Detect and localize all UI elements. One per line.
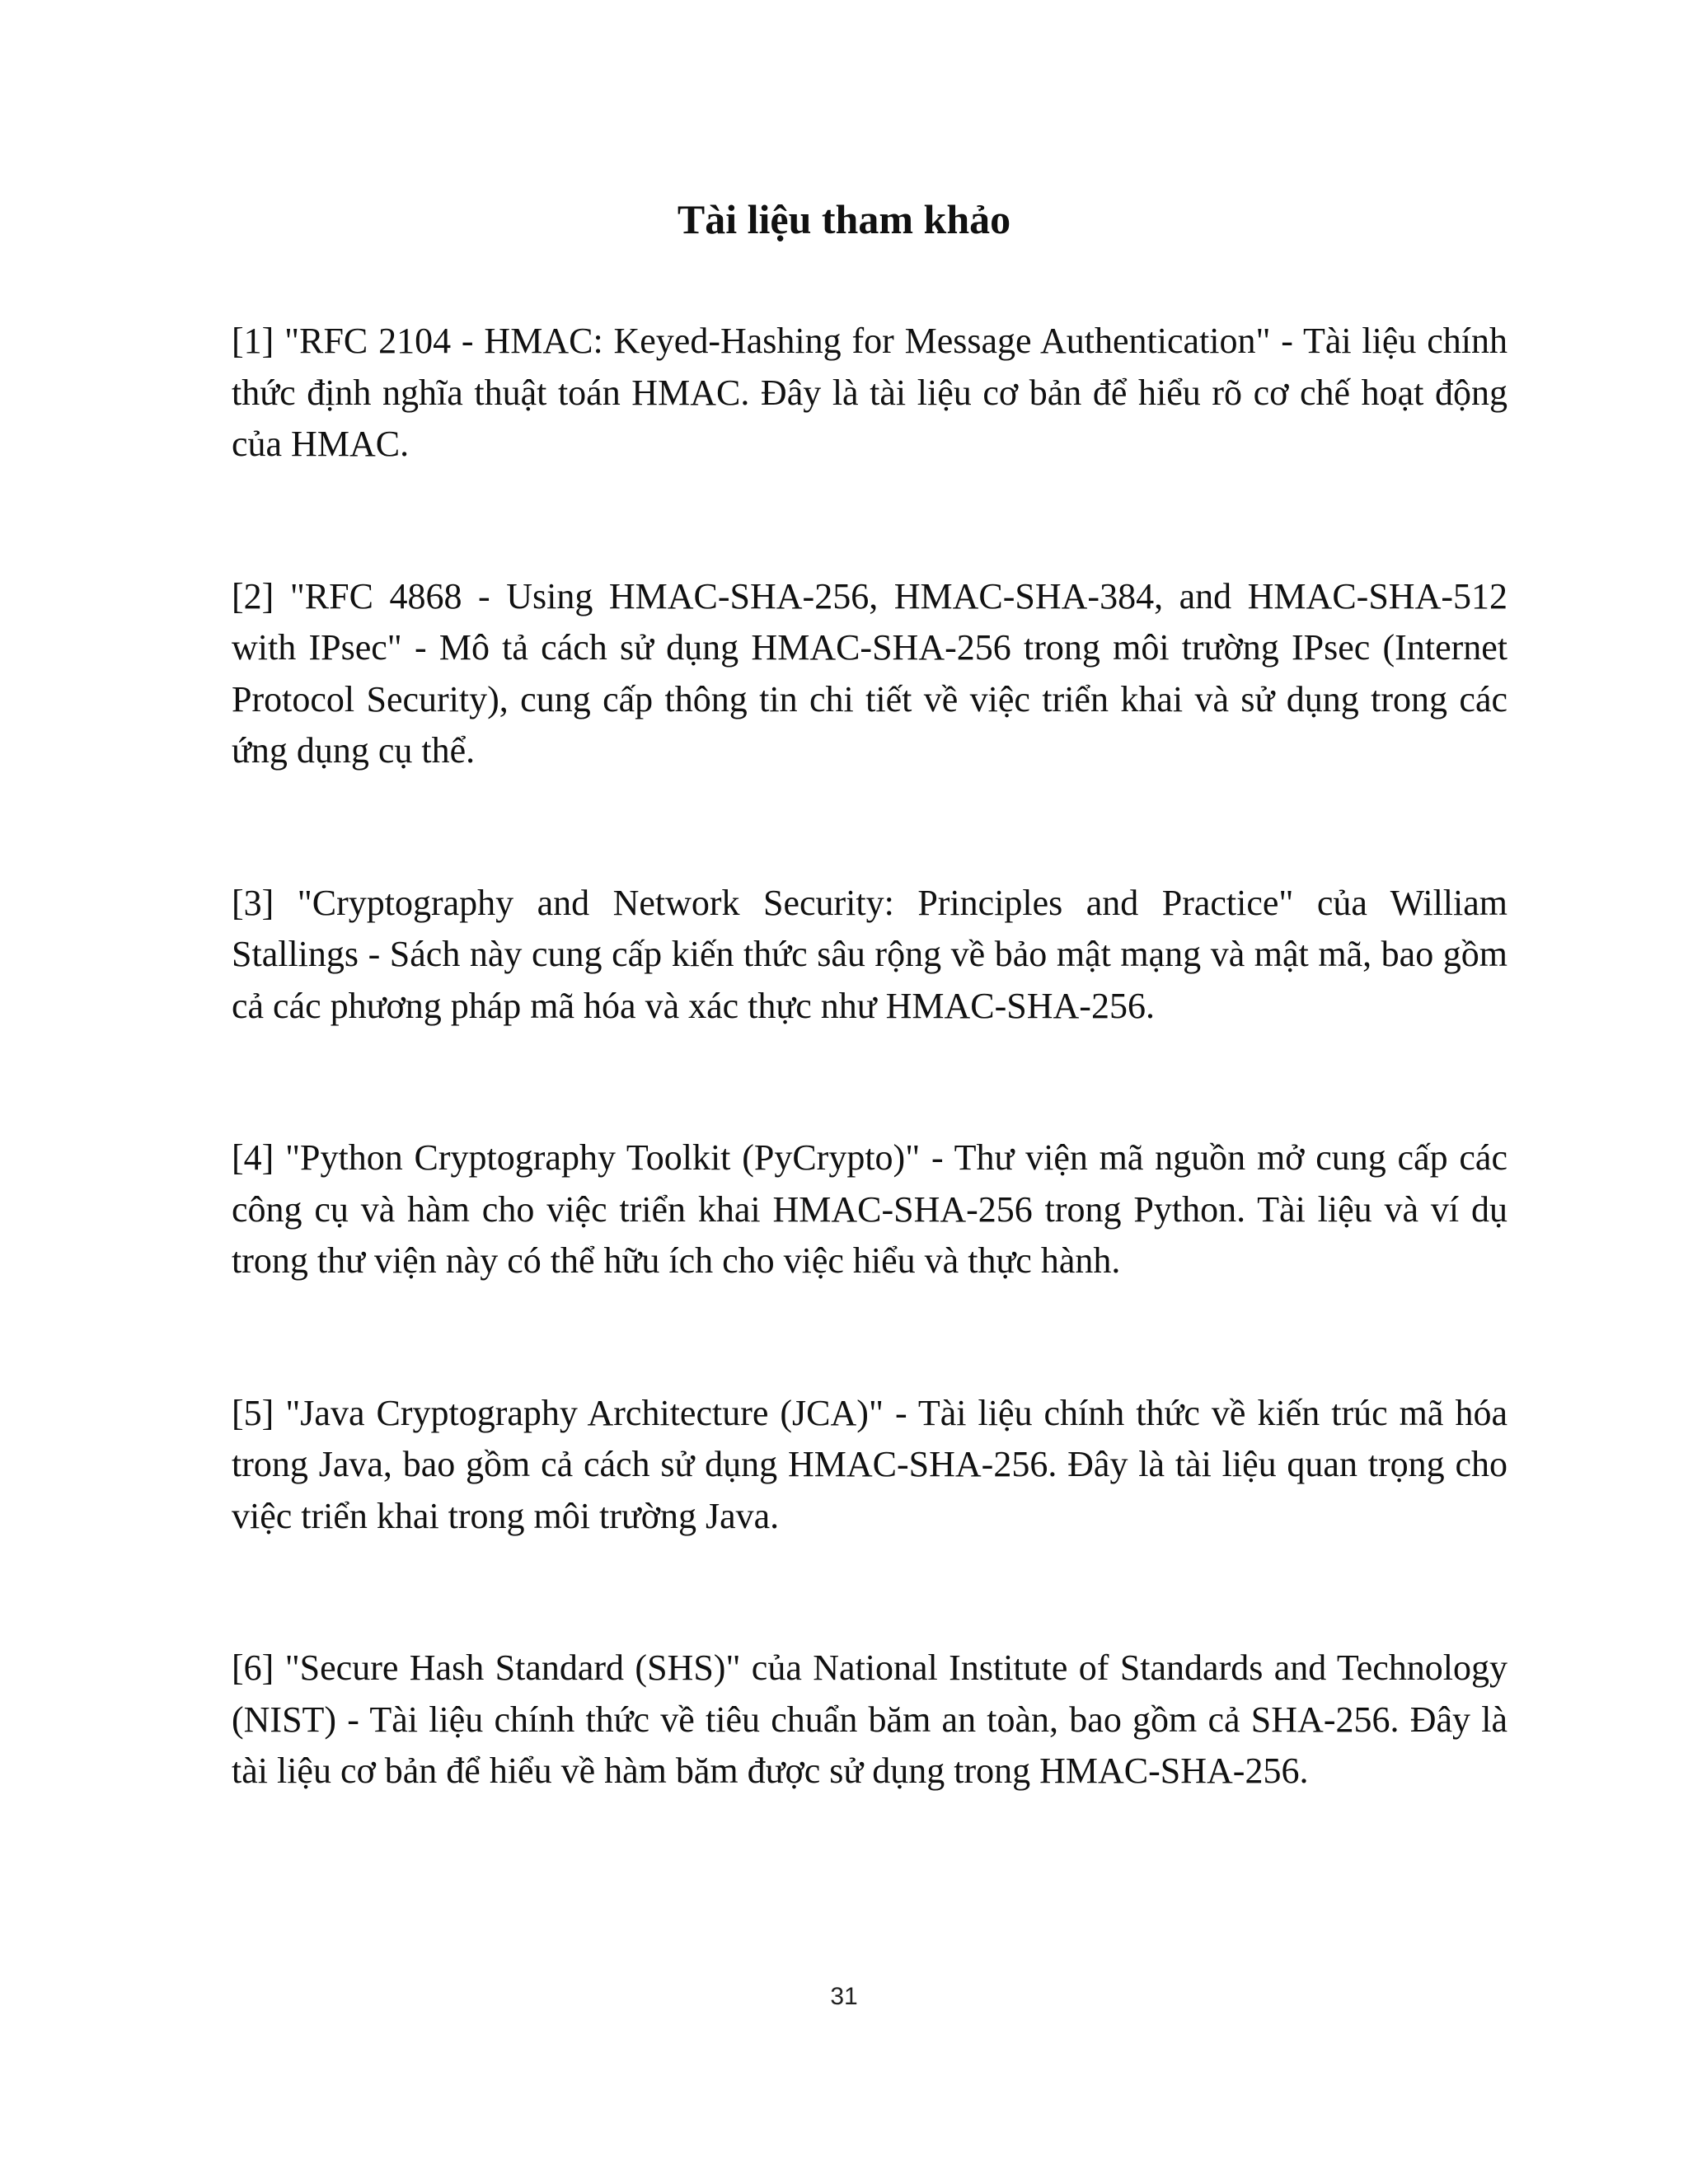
reference-item-2: [2] "RFC 4868 - Using HMAC-SHA-256, HMAC-SHA-384, and HMAC-SHA-512 with IPsec" - Mô tả cách sử dụng HMAC-SHA-256 trong môi trường IPsec (Internet Protocol Security), cung cấp thông tin chi tiết về việc triển khai và sử dụng trong các ứng dụng cụ thể.: [232, 575, 1507, 771]
reference-item-5: [5] "Java Cryptography Architecture (JCA)" - Tài liệu chính thức về kiến trúc mã hóa trong Java, bao gồm cả cách sử dụng HMAC-SHA-256. Đây là tài liệu quan trọng cho việc triển khai trong môi trường Java.: [232, 1392, 1507, 1536]
reference-item-1: [1] "RFC 2104 - HMAC: Keyed-Hashing for Message Authentication" - Tài liệu chính thức định nghĩa thuật toán HMAC. Đây là tài liệu cơ bản để hiểu rõ cơ chế hoạt động của HMAC.: [232, 321, 1507, 464]
reference-item-6: [6] "Secure Hash Standard (SHS)" của National Institute of Standards and Technology (NIST) - Tài liệu chính thức về tiêu chuẩn băm an toàn, bao gồm cả SHA-256. Đây là tài liệu cơ bản để hiểu về hàm băm được sử dụng trong HMAC-SHA-256.: [232, 1647, 1507, 1791]
reference-item-3: [3] "Cryptography and Network Security: Principles and Practice" của William Stallings - Sách này cung cấp kiến thức sâu rộng về bảo mật mạng và mật mã, bao gồm cả các phương pháp mã hóa và xác thực như HMAC-SHA-256.: [232, 882, 1507, 1026]
page-title: Tài liệu tham khảo: [677, 196, 1011, 242]
reference-list: [232, 316, 1507, 1797]
page-number: 31: [830, 1983, 858, 2010]
reference-item-4: [4] "Python Cryptography Toolkit (PyCrypto)" - Thư viện mã nguồn mở cung cấp các công cụ và hàm cho việc triển khai HMAC-SHA-256 trong Python. Tài liệu và ví dụ trong thư viện này có thể hữu ích cho việc hiểu và thực hành.: [232, 1137, 1507, 1281]
